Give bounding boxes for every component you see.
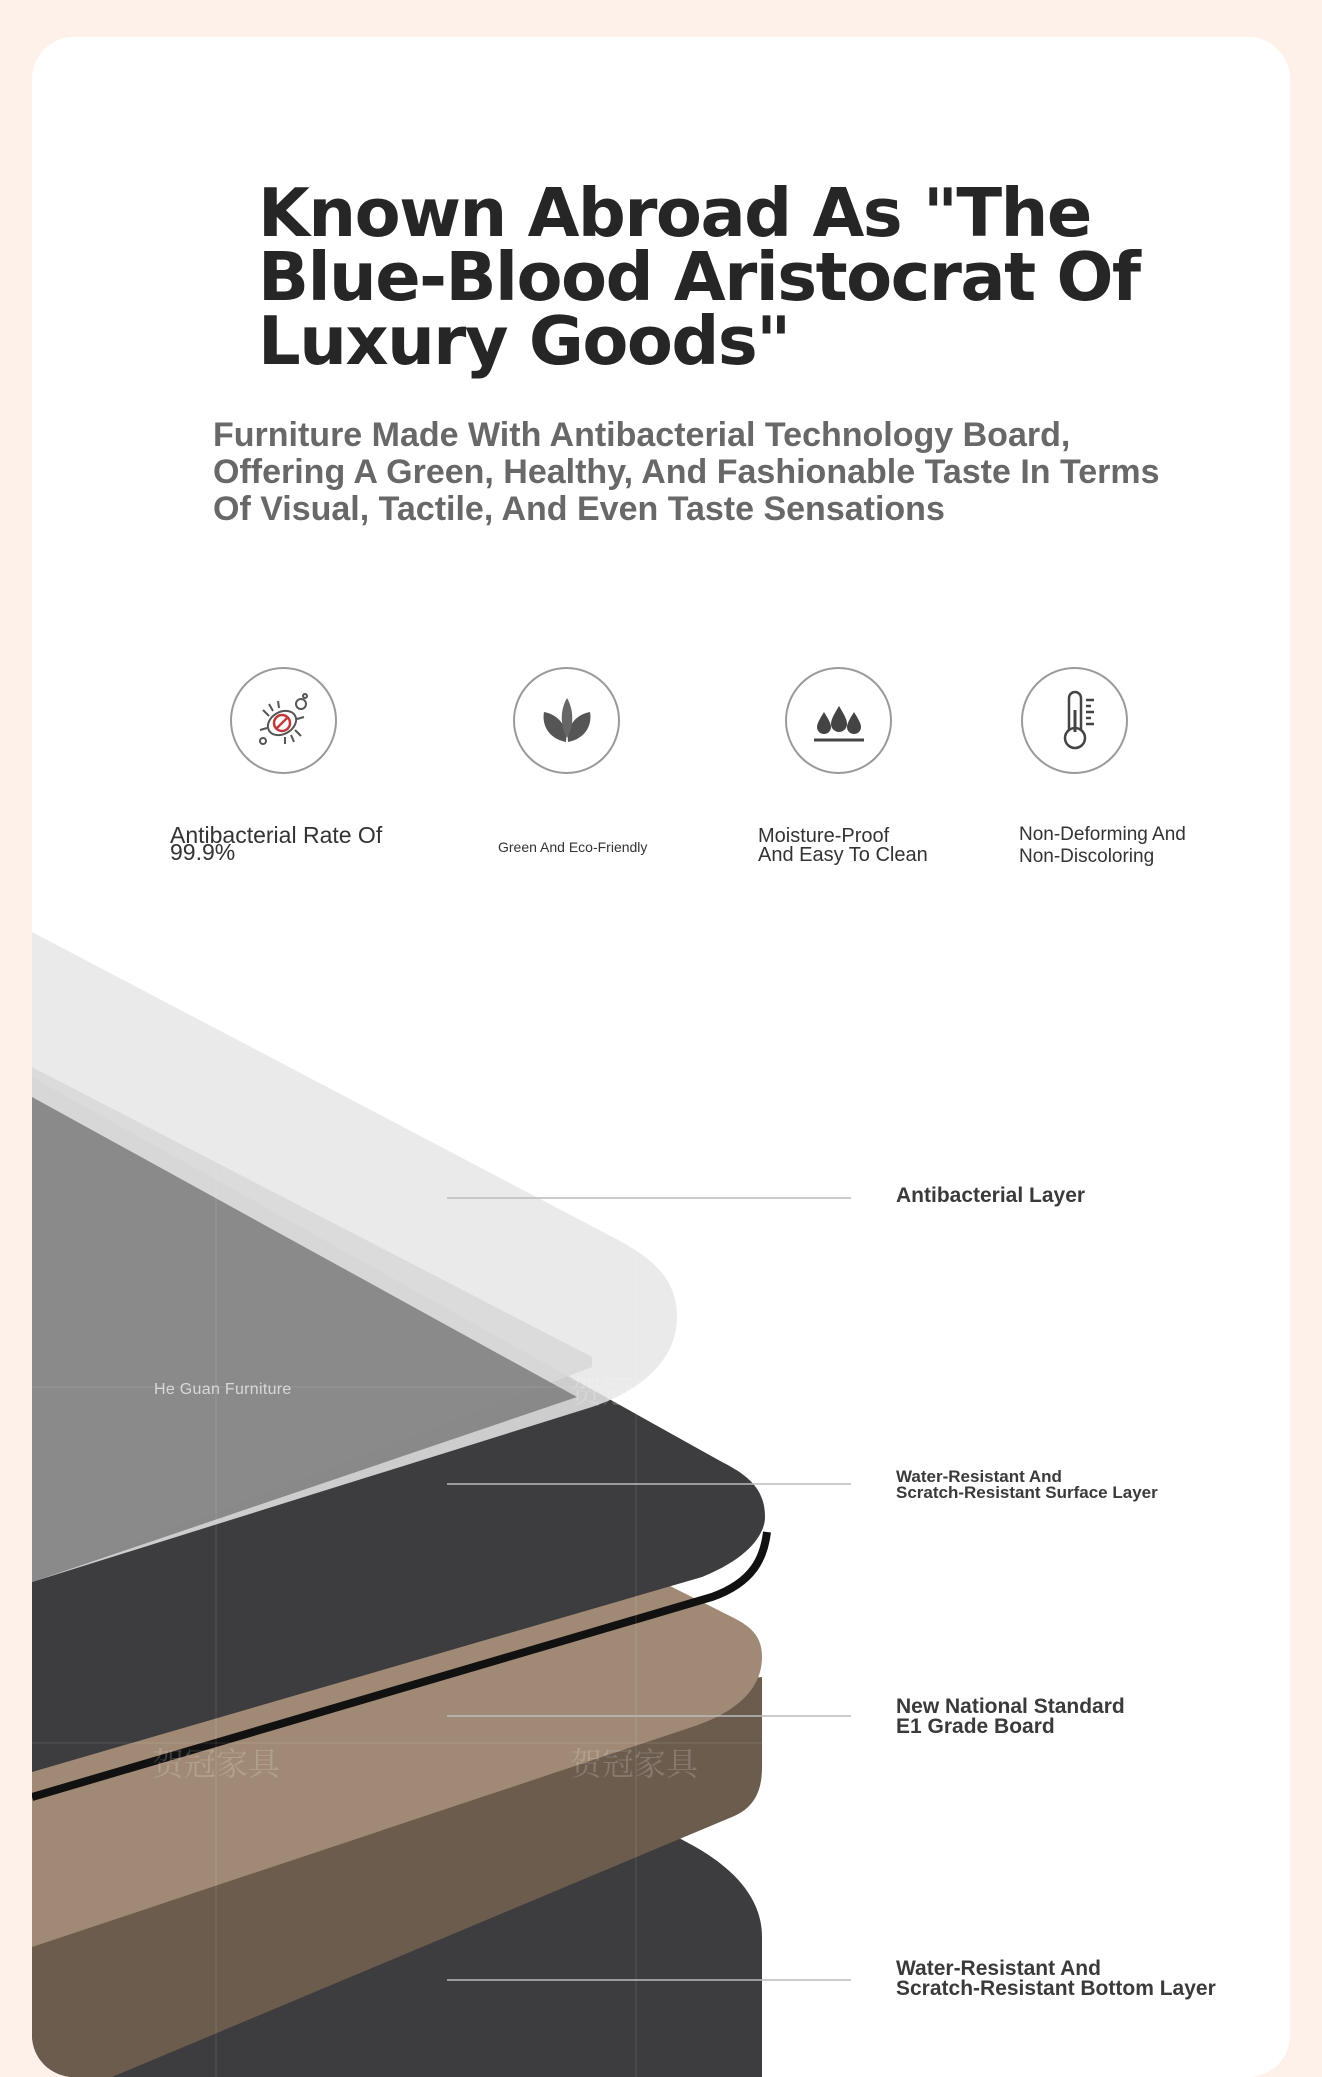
feature-label: Non-Deforming And Non-Discoloring	[1019, 824, 1186, 867]
page-subtitle: Furniture Made With Antibacterial Technology Board, Offering A Green, Healthy, And Fashionable Taste In Terms Of Visual, Tactile, And Even Taste Sensations	[213, 416, 1160, 528]
watermark-brand-cn: 贺冠家具	[570, 1373, 699, 1411]
feature-label: Green And Eco-Friendly	[498, 839, 648, 855]
feature-label: Antibacterial Rate Of 99.9%	[170, 822, 383, 865]
feature-label: Moisture-Proof And Easy To Clean	[758, 825, 928, 866]
watermark-brand-en: He Guan Furniture	[154, 1381, 292, 1398]
watermark-brand-cn: 贺冠家具	[152, 1745, 281, 1783]
page-title: Known Abroad As "The Blue-Blood Aristocrat Of Luxury Goods"	[258, 174, 1140, 380]
watermark-brand-cn: 贺冠家具	[570, 1745, 699, 1783]
layer-label-board: New National Standard E1 Grade Board	[896, 1695, 1125, 1738]
layer-label-antibacterial: Antibacterial Layer	[896, 1184, 1086, 1207]
layer-label-surface: Water-Resistant And Scratch-Resistant Surface Layer	[896, 1467, 1158, 1502]
layer-label-bottom: Water-Resistant And Scratch-Resistant Bottom Layer	[896, 1957, 1216, 2000]
content-card	[32, 37, 1290, 2077]
